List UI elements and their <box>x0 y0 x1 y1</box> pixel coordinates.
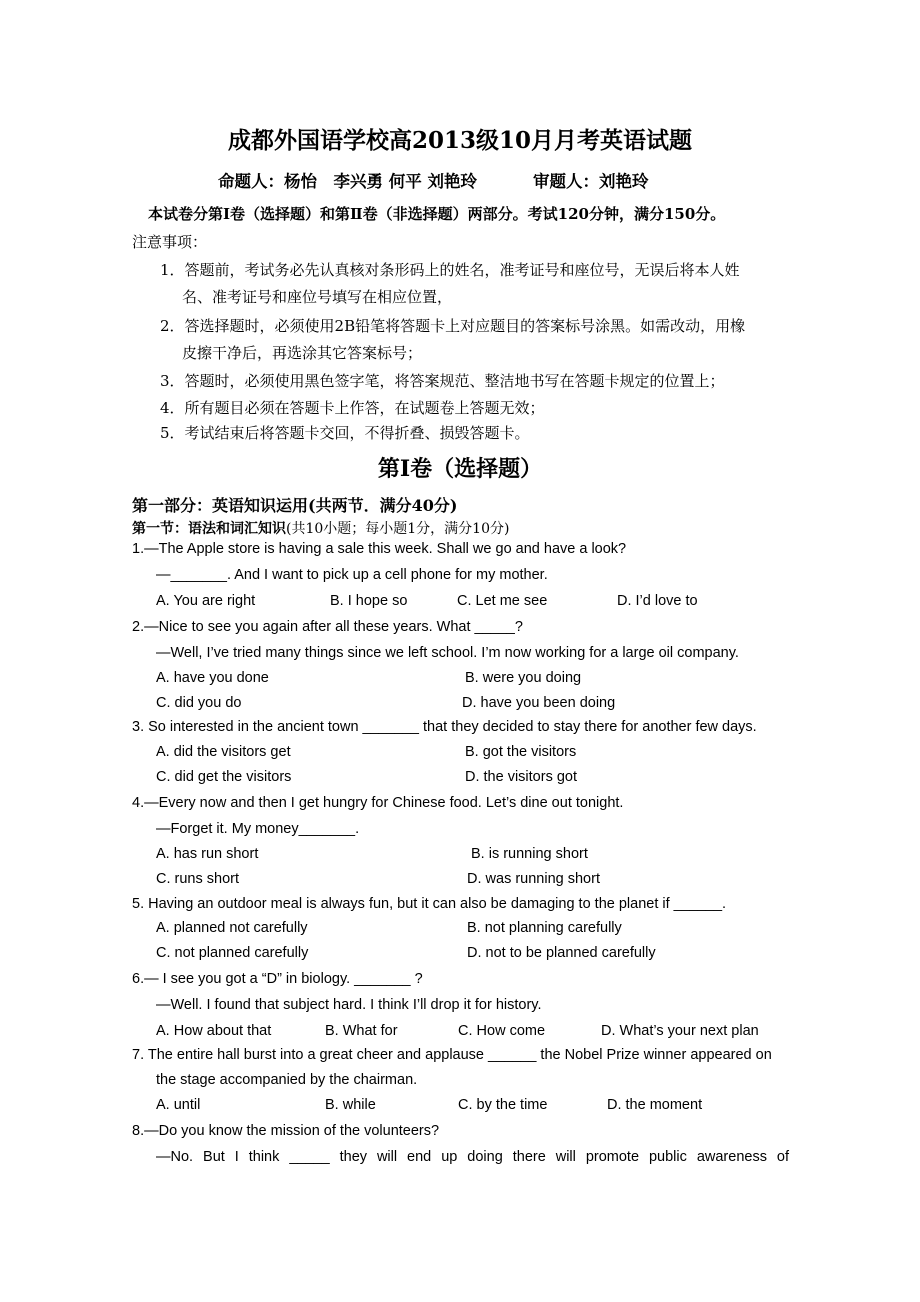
page-title: 成都外国语学校高2013级10月月考英语试题 <box>227 127 693 154</box>
intro: 本试卷分第Ⅰ卷（选择题）和第Ⅱ卷（非选择题）两部分。考试120分钟，满分150分。 <box>148 205 726 223</box>
reviewer: 审题人：刘艳玲 <box>533 172 649 191</box>
notice-item: 皮擦干净后，再选涂其它答案标号； <box>182 344 423 362</box>
option: C. How come <box>458 1023 546 1039</box>
option: B. I hope so <box>330 593 408 609</box>
question-stem: 6.— I see you got a “D” in biology. _______ ? <box>132 971 423 987</box>
notice-item: 名、准考证号和座位号填写在相应位置， <box>182 288 453 306</box>
subsection-rest: (共10小题；每小题1分，满分10分) <box>286 521 510 537</box>
option: D. have you been doing <box>462 695 616 711</box>
question-line: —Forget it. My money_______. <box>156 821 360 837</box>
question-stem: 7. The entire hall burst into a great cheer and applause ______ the Nobel Prize winner appeared on <box>132 1047 772 1063</box>
option: D. not to be planned carefully <box>467 945 656 961</box>
question-line: the stage accompanied by the chairman. <box>156 1072 418 1088</box>
question-line: —Well. I found that subject hard. I think I’ll drop it for history. <box>156 997 542 1013</box>
option: A. have you done <box>156 670 269 686</box>
notice-item: 3．答题时，必须使用黑色签字笔，将答案规范、整洁地书写在答题卡规定的位置上； <box>160 372 725 390</box>
option: C. not planned carefully <box>156 945 309 961</box>
question-stem: 1.—The Apple store is having a sale this week. Shall we go and have a look? <box>132 541 627 557</box>
part-title: 第一部分：英语知识运用(共两节．满分40分) <box>132 496 458 515</box>
notice-item: 1．答题前，考试务必先认真核对条形码上的姓名，准考证号和座位号，无误后将本人姓 <box>160 261 740 279</box>
question-stem: 5. Having an outdoor meal is always fun, but it can also be damaging to the planet if ______. <box>132 896 727 912</box>
question-stem: 3. So interested in the ancient town _______ that they decided to stay there for another few days. <box>132 719 757 735</box>
question-stem: 8.—Do you know the mission of the volunteers? <box>132 1123 440 1139</box>
option: D. the moment <box>607 1097 703 1113</box>
option: A. has run short <box>156 846 259 862</box>
option: D. I’d love to <box>617 593 698 609</box>
option: C. runs short <box>156 871 239 887</box>
authors-line <box>218 168 649 192</box>
option: B. were you doing <box>465 670 582 686</box>
option: A. until <box>156 1097 201 1113</box>
option: B. not planning carefully <box>467 920 622 936</box>
question-stem: 2.—Nice to see you again after all these years. What _____? <box>132 619 523 635</box>
option: A. How about that <box>156 1023 272 1039</box>
question-line: —_______. And I want to pick up a cell phone for my mother. <box>156 567 548 583</box>
notice-item: 5．考试结束后将答题卡交回，不得折叠、损毁答题卡。 <box>160 424 530 442</box>
section-title: 第Ⅰ卷（选择题） <box>377 456 543 482</box>
notice-item: 2．答选择题时，必须使用2B铅笔将答题卡上对应题目的答案标号涂黑。如需改动，用橡 <box>160 317 746 335</box>
question-line: —Well, I’ve tried many things since we left school. I’m now working for a large oil company. <box>156 645 739 661</box>
option: B. got the visitors <box>465 744 577 760</box>
option: A. did the visitors get <box>156 744 291 760</box>
option: D. the visitors got <box>465 769 578 785</box>
notice-item: 4．所有题目必须在答题卡上作答，在试题卷上答题无效； <box>160 399 545 417</box>
option: D. What’s your next plan <box>601 1023 759 1039</box>
question-line: —No. But I think _____ they will end up doing there will promote public awareness of <box>156 1149 789 1165</box>
option: C. did you do <box>156 695 242 711</box>
option: C. by the time <box>458 1097 548 1113</box>
setters: 命题人：杨怡 李兴勇 何平 刘艳玲 <box>218 172 477 191</box>
option: A. planned not carefully <box>156 920 308 936</box>
notice-heading: 注意事项： <box>132 233 208 251</box>
option: B. What for <box>325 1023 398 1039</box>
question-stem: 4.—Every now and then I get hungry for Chinese food. Let’s dine out tonight. <box>132 795 624 811</box>
option: C. Let me see <box>457 593 548 609</box>
option: C. did get the visitors <box>156 769 292 785</box>
option: A. You are right <box>156 593 256 609</box>
subsection-bold: 第一节：语法和词汇知识 <box>132 521 286 537</box>
option: D. was running short <box>467 871 600 887</box>
option: B. is running short <box>471 846 588 862</box>
subsection-title <box>132 518 509 538</box>
option: B. while <box>325 1097 376 1113</box>
